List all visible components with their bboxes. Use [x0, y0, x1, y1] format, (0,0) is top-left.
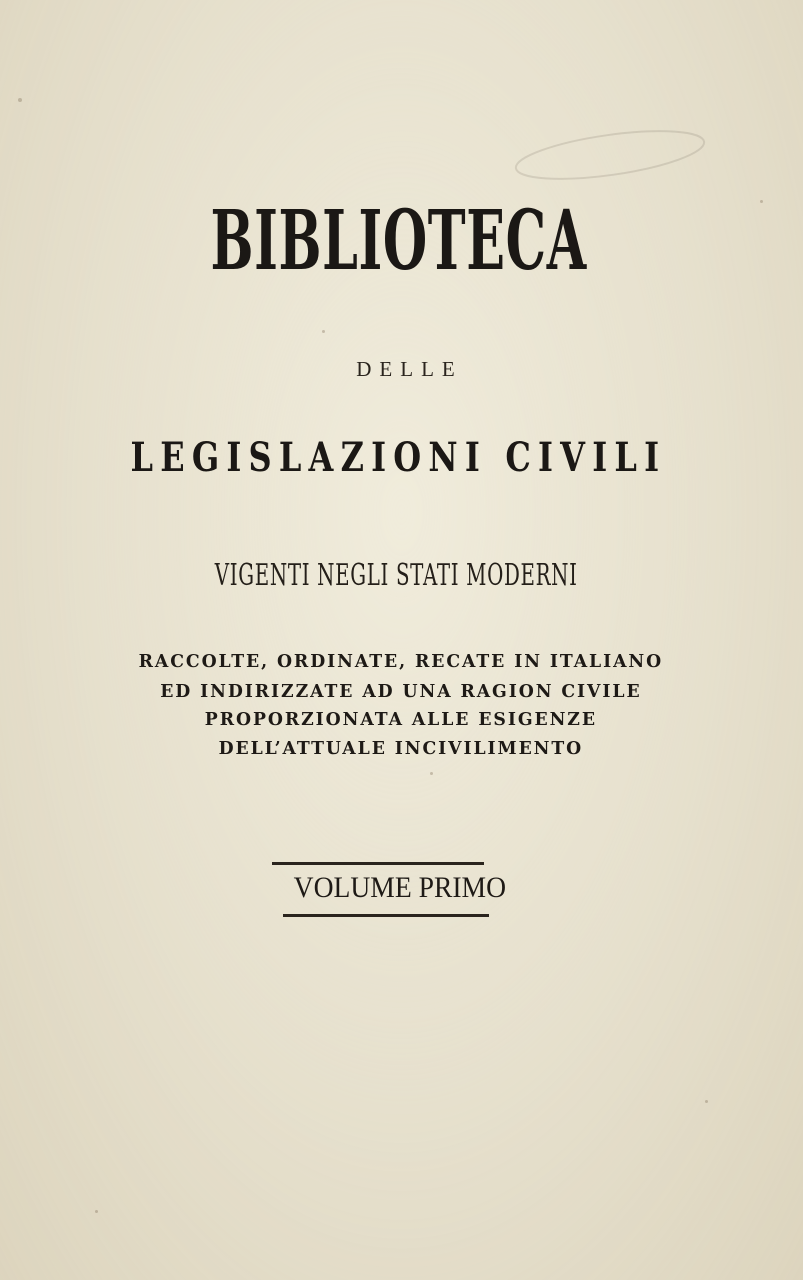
main-title: BIBLIOTECA	[210, 193, 587, 289]
paper-speck	[705, 1100, 708, 1103]
paper-speck	[430, 772, 433, 775]
volume-label: VOLUME PRIMO	[293, 871, 507, 904]
paper-speck	[760, 200, 763, 203]
connector-word: DELLE	[356, 357, 463, 381]
description-line: ED INDIRIZZATE AD UNA RAGION CIVILE	[160, 681, 642, 702]
description-line: DELL’ATTUALE INCIVILIMENTO	[218, 738, 584, 759]
paper-speck	[95, 1210, 98, 1213]
description-line: RACCOLTE, ORDINATE, RECATE IN ITALIANO	[138, 651, 664, 672]
volume-rule-top	[272, 862, 484, 865]
paper-speck	[18, 98, 22, 102]
subject-heading: LEGISLAZIONI CIVILI	[130, 434, 667, 481]
volume-rule-bottom	[283, 914, 489, 917]
paper-speck	[322, 330, 325, 333]
faded-library-stamp	[507, 116, 712, 193]
description-line: PROPORZIONATA ALLE ESIGENZE	[204, 709, 597, 730]
scope-heading: VIGENTI NEGLI STATI MODERNI	[214, 558, 578, 593]
